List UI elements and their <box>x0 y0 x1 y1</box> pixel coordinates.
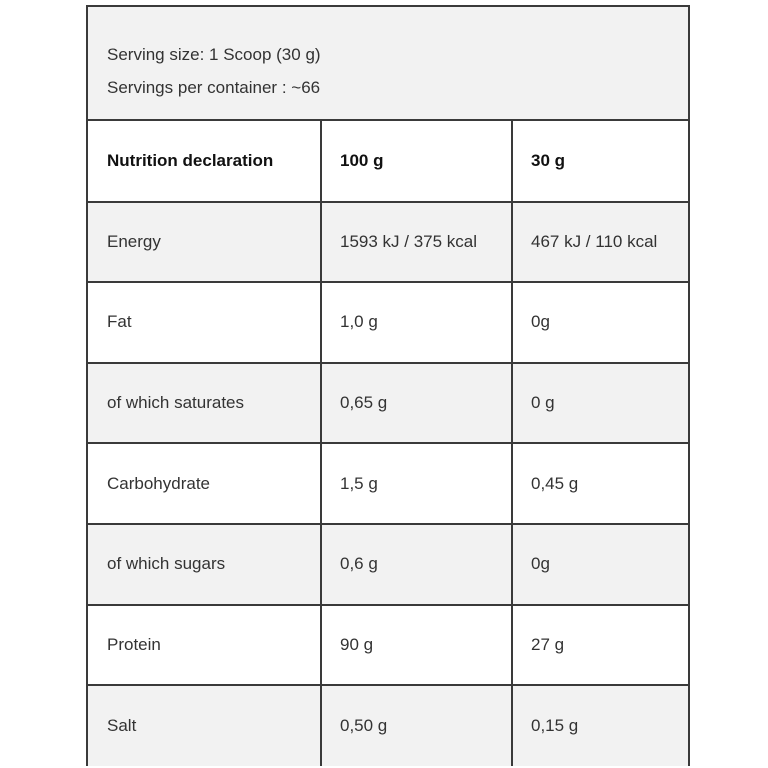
header-per-serving: 30 g <box>512 121 688 202</box>
servings-per-container: Servings per container : ~66 <box>107 78 321 97</box>
per-serving-value: 0,45 g <box>512 443 688 524</box>
per-100g-value: 0,6 g <box>321 524 512 605</box>
nutrient-name: Energy <box>88 202 321 283</box>
header-per-100g: 100 g <box>321 121 512 202</box>
table-header-row <box>88 121 688 202</box>
per-serving-value: 0,15 g <box>512 685 688 766</box>
table-row <box>88 524 688 605</box>
table-row <box>88 443 688 524</box>
serving-size: Serving size: 1 Scoop (30 g) <box>107 45 321 64</box>
nutrient-name: Salt <box>88 685 321 766</box>
nutrient-name: of which saturates <box>88 363 321 444</box>
nutrient-name: of which sugars <box>88 524 321 605</box>
per-100g-value: 0,65 g <box>321 363 512 444</box>
per-100g-value: 1,0 g <box>321 282 512 363</box>
per-serving-value: 467 kJ / 110 kcal <box>512 202 688 283</box>
per-serving-value: 27 g <box>512 605 688 686</box>
per-100g-value: 1,5 g <box>321 443 512 524</box>
per-serving-value: 0g <box>512 282 688 363</box>
table-row <box>88 605 688 686</box>
nutrition-table <box>88 121 688 766</box>
nutrient-name: Carbohydrate <box>88 443 321 524</box>
nutrition-panel <box>86 5 690 766</box>
table-row <box>88 202 688 283</box>
table-row <box>88 282 688 363</box>
per-100g-value: 1593 kJ / 375 kcal <box>321 202 512 283</box>
header-nutrition-declaration: Nutrition declaration <box>88 121 321 202</box>
table-row <box>88 363 688 444</box>
per-100g-value: 90 g <box>321 605 512 686</box>
nutrient-name: Protein <box>88 605 321 686</box>
per-100g-value: 0,50 g <box>321 685 512 766</box>
serving-info <box>88 7 688 121</box>
table-row <box>88 685 688 766</box>
nutrient-name: Fat <box>88 282 321 363</box>
per-serving-value: 0 g <box>512 363 688 444</box>
per-serving-value: 0g <box>512 524 688 605</box>
